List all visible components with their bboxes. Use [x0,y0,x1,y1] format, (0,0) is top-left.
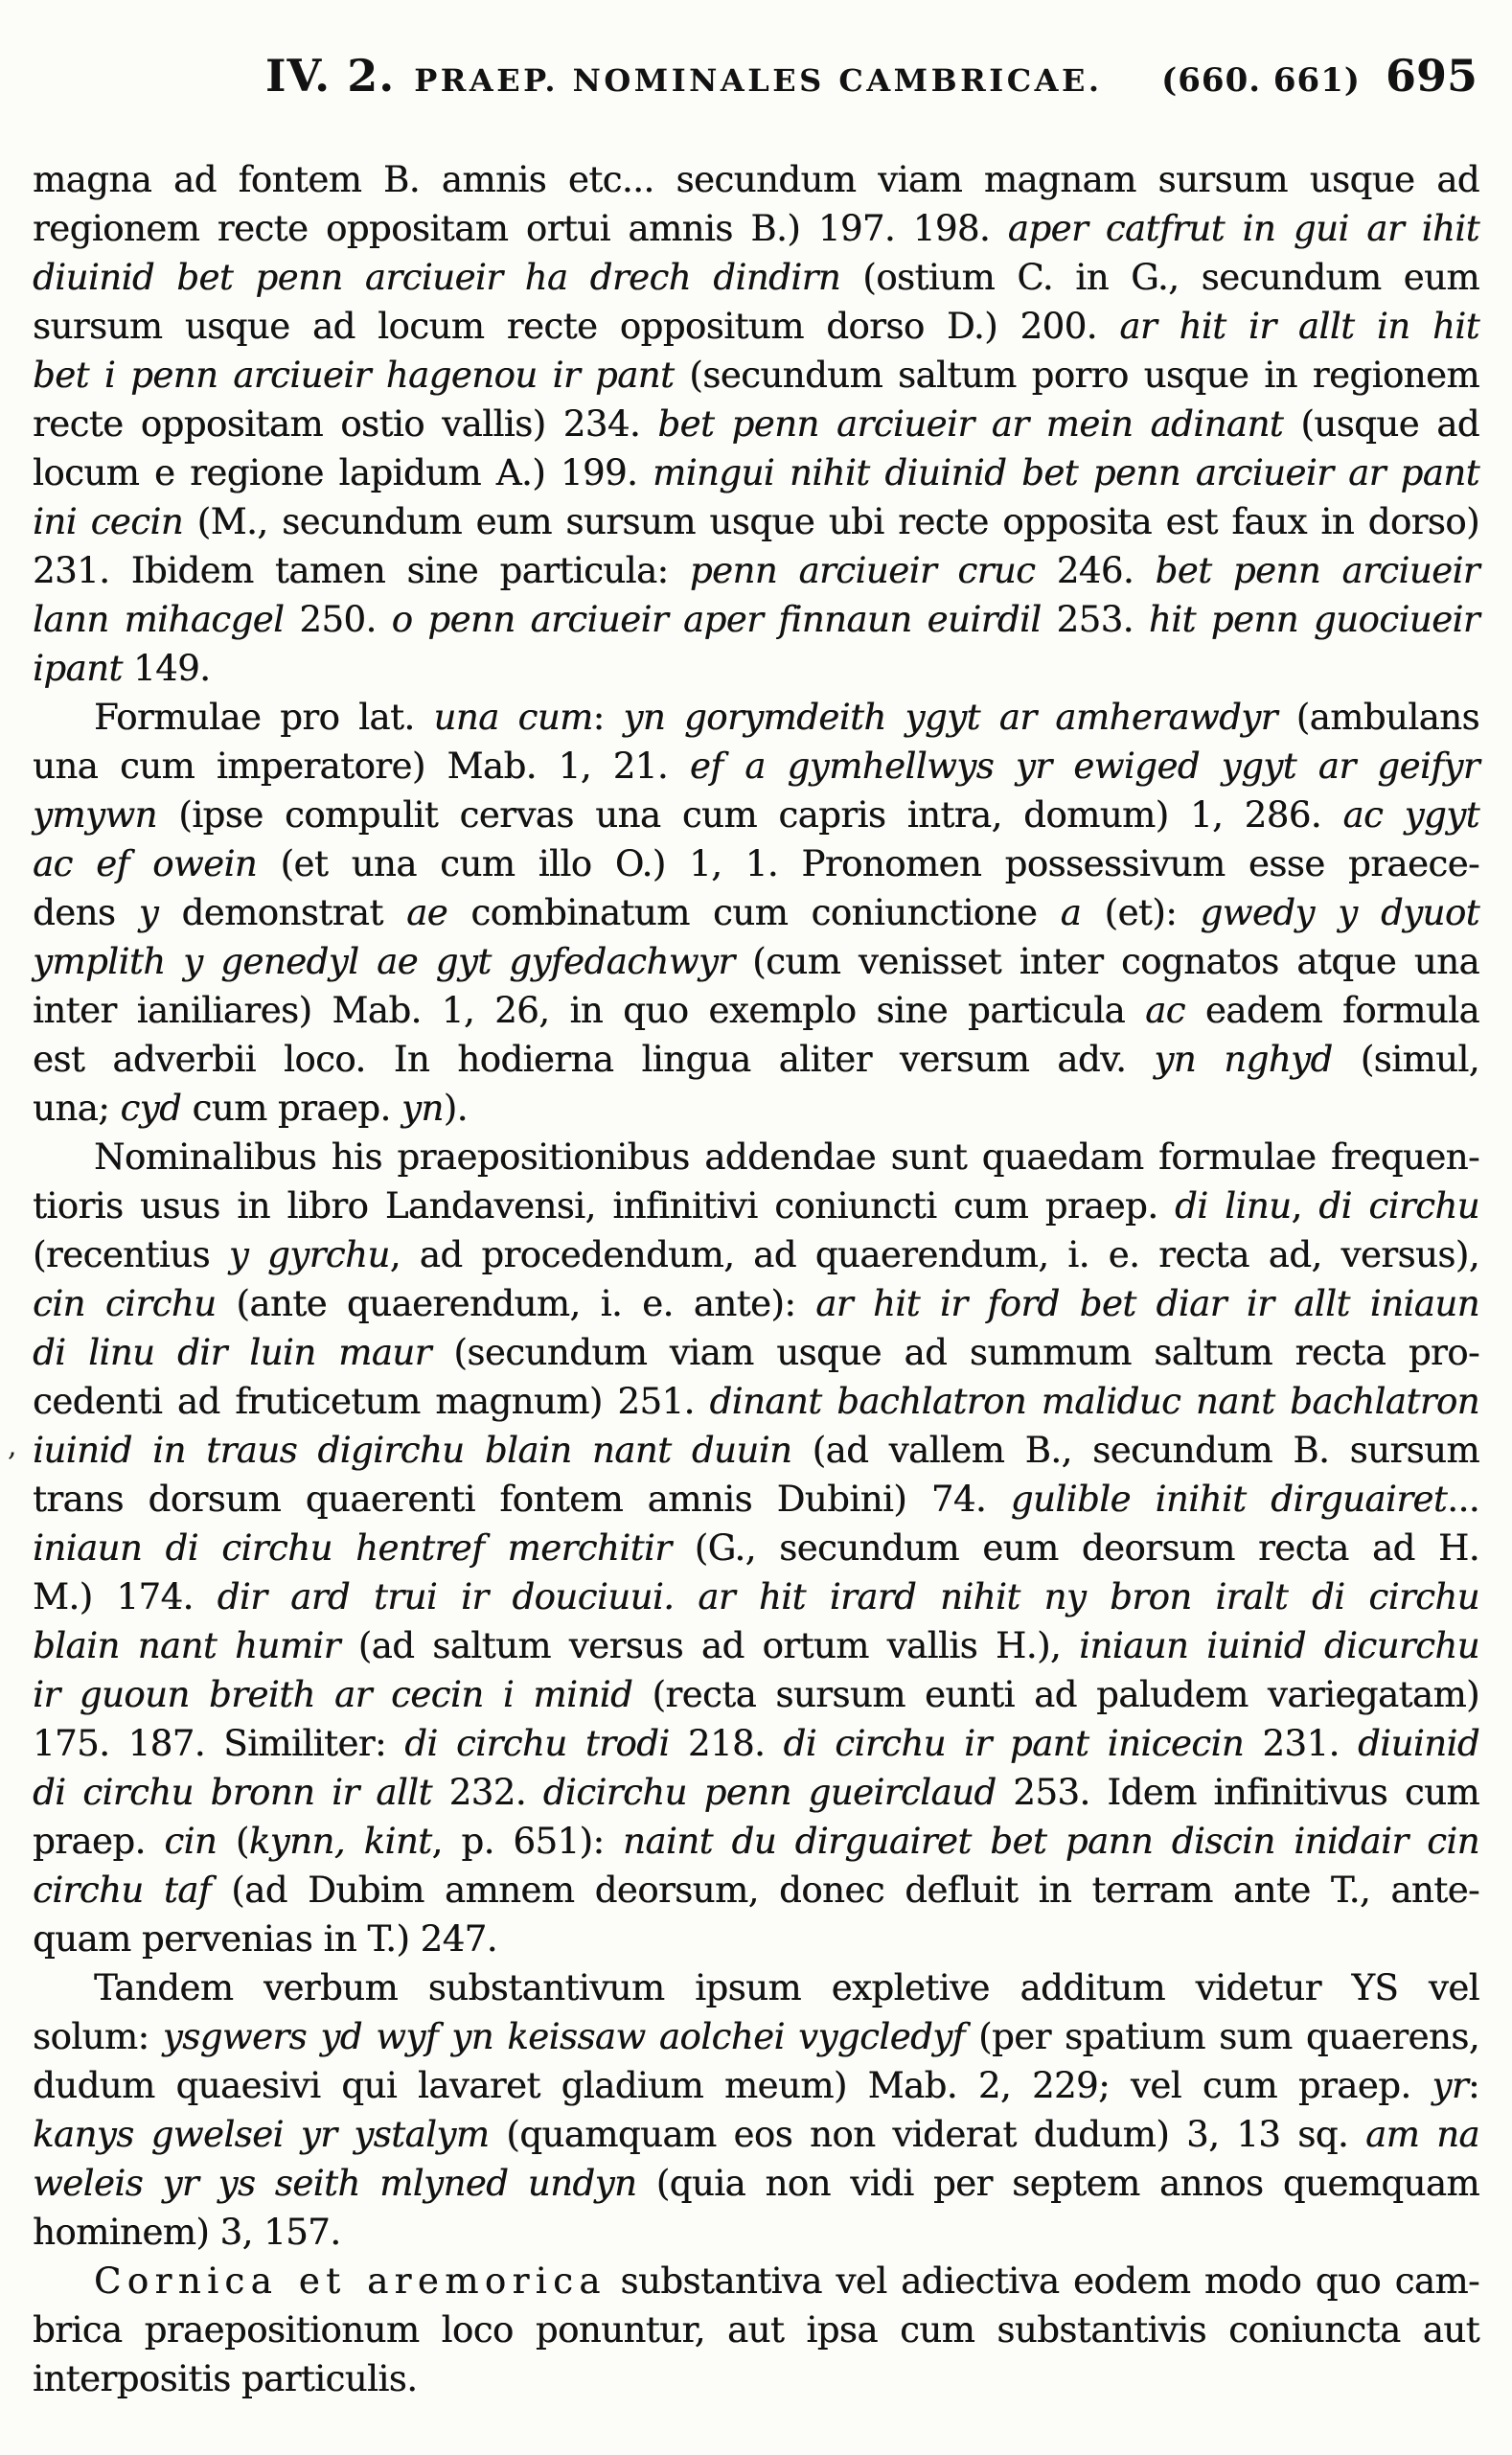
latin-text: cedenti ad fruticetum magnum) 251. [33,1381,710,1422]
text-line [33,1670,1479,1719]
latin-text: praep. [33,1821,165,1862]
text-line [33,1084,1479,1133]
text-line [33,1035,1479,1084]
welsh-citation: di circhu ir pant inicecin [783,1723,1245,1764]
welsh-citation: bet i penn arciueir hagenou ir pant [33,355,675,396]
welsh-citation: bet penn arciueir [1155,550,1479,591]
text-line [33,791,1479,839]
welsh-citation: iniaun iuinid dicurchu [1079,1625,1479,1666]
welsh-citation: kynn, kint [248,1821,432,1862]
welsh-citation: ipant [33,648,123,689]
latin-text: dens [33,892,139,933]
welsh-citation: una cum [433,697,593,738]
text-line [33,546,1479,595]
text-line [33,2012,1479,2061]
welsh-citation: bet penn arciueir ar mein adinant [657,403,1284,445]
text-line [33,2159,1479,2208]
text-line [33,448,1479,497]
latin-text: magna ad fontem B. amnis etc... secundum viam magnam sursum usque ad [33,159,1479,200]
text-line [33,1768,1479,1817]
latin-text: M.) 174. [33,1576,218,1618]
text-line [33,888,1479,937]
welsh-citation: dicirchu penn gueirclaud [542,1772,997,1813]
margin-mark: , [8,1430,17,1463]
latin-text: (ad vallem B., secundum B. sursum [791,1430,1479,1471]
latin-text: combinatum cum coniunctione [447,892,1061,933]
welsh-citation: ini cecin [33,501,184,542]
welsh-citation: cyd [120,1088,182,1129]
latin-text: 175. 187. Similiter: [33,1723,405,1764]
welsh-citation: yn gorymdeith ygyt ar amherawdyr [623,697,1277,738]
latin-text: solum: [33,2016,163,2057]
welsh-citation: gwedy y dyuot [1200,892,1480,933]
welsh-citation: kanys gwelsei yr ystalym [33,2114,490,2155]
text-line [33,1524,1479,1572]
running-head [33,50,1479,111]
welsh-citation: hit penn guociueir [1148,599,1480,640]
latin-text: quam pervenias in T.) 247. [33,1918,497,1960]
welsh-citation: iuinid in traus digirchu blain nant duuin [33,1430,792,1471]
latin-text: , ad procedendum, ad quaerendum, i. e. recta ad, versus), [389,1234,1479,1275]
welsh-citation: lann mihacgel [33,599,285,640]
welsh-citation: di circhu [1318,1185,1480,1227]
latin-text: (secundum saltum porro usque in regionem [674,355,1479,396]
latin-text: (ad Dubim amnem deorsum, donec defluit in terram ante T., ante- [210,1870,1479,1911]
paragraph [33,1133,1479,1963]
latin-text: (ante quaerendum, i. e. ante): [216,1283,816,1324]
text-line [33,839,1479,888]
latin-text: : [1468,2065,1479,2106]
welsh-citation: circhu taf [33,1870,211,1911]
latin-text: 218. [669,1723,784,1764]
latin-text: demonstrat [158,892,407,933]
page-body [33,155,1479,2403]
text-line [33,1866,1479,1915]
section-number: IV. 2. [265,50,396,102]
latin-text: (cum venisset inter cognatos atque una [734,941,1480,982]
welsh-citation: iniaun di circhu hentref merchitir [33,1527,672,1569]
text-line [33,1377,1479,1426]
text-line [33,595,1479,644]
running-head-title-group [265,50,1103,102]
text-line [33,400,1479,448]
welsh-citation: ae [406,892,448,933]
welsh-citation: y gyrchu [228,1234,390,1275]
welsh-citation: yn [401,1088,444,1129]
welsh-citation: ar hit ir ford bet diar ir allt iniaun [815,1283,1479,1324]
latin-text: cum praep. [181,1088,401,1129]
latin-text: (ostium C. in G., secundum eum [840,257,1479,298]
latin-text: (recta sursum eunti ad paludem variegatam) [632,1674,1479,1715]
text-line [33,1230,1479,1279]
text-line [33,2354,1479,2403]
welsh-citation: mingui nihit diuinid bet penn arciueir ar pant [653,452,1479,493]
latin-text: ( [217,1821,249,1862]
latin-text: inter ianiliares) Mab. 1, 26, in quo exemplo sine particula [33,990,1146,1031]
text-line [33,351,1479,400]
text-line [33,1817,1479,1866]
latin-text: (quia non vidi per septem annos quemquam [636,2163,1479,2204]
latin-text: (secundum viam usque ad summum saltum recta pro- [430,1332,1479,1373]
running-head-page-group [1161,50,1478,102]
text-line [33,644,1479,693]
text-line [33,1279,1479,1328]
latin-text: , p. 651): [431,1821,624,1862]
text-line [33,497,1479,546]
latin-text: hominem) 3, 157. [33,2212,341,2253]
paragraph [33,2257,1479,2403]
text-line [33,937,1479,986]
latin-text: una cum imperatore) Mab. 1, 21. [33,746,690,787]
text-line [33,1475,1479,1524]
latin-text: Nominalibus his praepositionibus addendae sunt quaedam formulae frequen- [94,1136,1479,1178]
welsh-citation: ef a gymhellwys yr ewiged ygyt ar geifyr [689,746,1480,787]
latin-text: (simul, [1332,1039,1479,1080]
paragraph [33,693,1479,1133]
latin-text: regionem recte oppositam ortui amnis B.) 197. 198. [33,208,1008,249]
latin-text: : [592,697,624,738]
paragraph [33,1963,1479,2257]
welsh-citation: ac ygyt [1342,794,1479,836]
latin-text: eadem formula [1184,990,1480,1031]
welsh-citation: ysgwers yd wyf yn keissaw aolchei vygcledyf [162,2016,965,2057]
latin-text: , [1291,1185,1319,1227]
welsh-citation: a [1060,892,1082,933]
welsh-citation: di linu [1175,1185,1292,1227]
text-line [33,1426,1479,1475]
welsh-citation: yr [1432,2065,1469,2106]
latin-text: interpositis particulis. [33,2358,418,2399]
welsh-citation: cin [164,1821,218,1862]
latin-text: recte oppositam ostio vallis) 234. [33,403,658,445]
text-line [33,2306,1479,2354]
welsh-citation: di linu dir luin maur [33,1332,431,1373]
latin-text: (per spatium sum quaerens, [964,2016,1479,2057]
text-line [33,1963,1479,2012]
welsh-citation: o penn arciueir aper finnaun euirdil [391,599,1042,640]
welsh-citation: ymywn [33,794,157,836]
text-line [33,204,1479,253]
latin-text: (et una cum illo O.) 1, 1. Pronomen possessivum esse praece- [257,843,1480,884]
latin-text: (usque ad [1283,403,1479,445]
latin-text: 250. [284,599,392,640]
welsh-citation: yn nghyd [1154,1039,1333,1080]
welsh-citation: y [138,892,159,933]
paragraph [33,155,1479,693]
welsh-citation: aper catfrut in gui ar ihit [1007,208,1479,249]
text-line [33,1133,1479,1182]
text-line [33,1572,1479,1621]
latin-text: dudum quaesivi qui lavaret gladium meum) Mab. 2, 229; vel cum praep. [33,2065,1432,2106]
welsh-citation: cin circhu [33,1283,217,1324]
welsh-citation: di circhu trodi [404,1723,670,1764]
text-line [33,2110,1479,2159]
welsh-citation: ac [1145,990,1185,1031]
text-line [33,302,1479,351]
welsh-citation: gulible inihit dirguairet [1010,1479,1448,1520]
latin-text: 231. Ibidem tamen sine particula: [33,550,690,591]
latin-text: 231. [1244,1723,1358,1764]
welsh-citation: naint du dirguairet bet pann discin inidair cin [623,1821,1479,1862]
latin-text: est adverbii loco. In hodierna lingua aliter versum adv. [33,1039,1155,1080]
text-line [33,1915,1479,1963]
welsh-citation: dinant bachlatron maliduc nant bachlatron [709,1381,1479,1422]
latin-text: 232. [431,1772,543,1813]
text-line [33,986,1479,1035]
text-line [33,1719,1479,1768]
welsh-citation: diuinid [1358,1723,1480,1764]
text-line [33,2208,1479,2257]
text-line [33,253,1479,302]
latin-text: locum e regione lapidum A.) 199. [33,452,653,493]
welsh-citation: dir ard trui ir douciuui. ar hit irard nihit ny bron iralt di circhu [217,1576,1479,1618]
latin-text: substantiva vel adiectiva eodem modo quo cam- [606,2260,1480,2302]
text-line [33,693,1479,742]
latin-text: (et): [1081,892,1201,933]
text-line [33,2257,1479,2306]
latin-text: sursum usque ad locum recte oppositum dorso D.) 200. [33,306,1120,347]
page-number: 695 [1385,50,1478,102]
welsh-citation: ar hit ir allt in hit [1119,306,1479,347]
text-line [33,2061,1479,2110]
latin-text: Cornica et aremorica [94,2260,607,2302]
latin-text: (M., secundum eum sursum usque ubi recte opposita est faux in dorso) [183,501,1480,542]
welsh-citation: di circhu bronn ir allt [33,1772,432,1813]
latin-text: (quamquam eos non viderat dudum) 3, 13 sq. [489,2114,1366,2155]
text-line [33,1328,1479,1377]
latin-text: 253. [1041,599,1149,640]
latin-text: 253. Idem infinitivus cum [996,1772,1480,1813]
latin-text: ). [443,1088,468,1129]
latin-text: (ad saltum versus ad ortum vallis H.), [339,1625,1080,1666]
welsh-citation: ir guoun breith ar cecin i minid [33,1674,633,1715]
welsh-citation: ymplith y genedyl ae gyt gyfedachwyr [33,941,735,982]
text-line [33,742,1479,791]
latin-text: 246. [1035,550,1156,591]
welsh-citation: ac ef owein [33,843,258,884]
latin-text: trans dorsum quaerenti fontem amnis Dubini) 74. [33,1479,1011,1520]
latin-text: (ipse compulit cervas una cum capris intra, domum) 1, 286. [156,794,1343,836]
folio-reference: (660. 661) [1161,61,1361,100]
welsh-citation: weleis yr ys seith mlyned undyn [33,2163,637,2204]
latin-text: 149. [122,648,211,689]
welsh-citation: blain nant humir [33,1625,340,1666]
latin-text: brica praepositionum loco ponuntur, aut ipsa cum substantivis coniuncta aut [33,2309,1479,2351]
latin-text: (recentius [33,1234,229,1275]
latin-text: tioris usus in libro Landavensi, infinitivi coniuncti cum praep. [33,1185,1176,1227]
text-line [33,1621,1479,1670]
welsh-citation: diuinid bet penn arciueir ha drech dindirn [33,257,841,298]
welsh-citation: am na [1365,2114,1479,2155]
latin-text: (G., secundum eum deorsum recta ad H. [671,1527,1479,1569]
latin-text: Tandem verbum substantivum ipsum expletive additum videtur YS vel [94,1967,1479,2008]
chapter-title: PRAEP. NOMINALES CAMBRICAE. [414,62,1103,99]
latin-text: ... [1447,1479,1479,1520]
text-line [33,1182,1479,1230]
latin-text: (ambulans [1276,697,1479,738]
text-line [33,155,1479,204]
latin-text: una; [33,1088,121,1129]
welsh-citation: penn arciueir cruc [689,550,1036,591]
latin-text: Formulae pro lat. [94,697,434,738]
